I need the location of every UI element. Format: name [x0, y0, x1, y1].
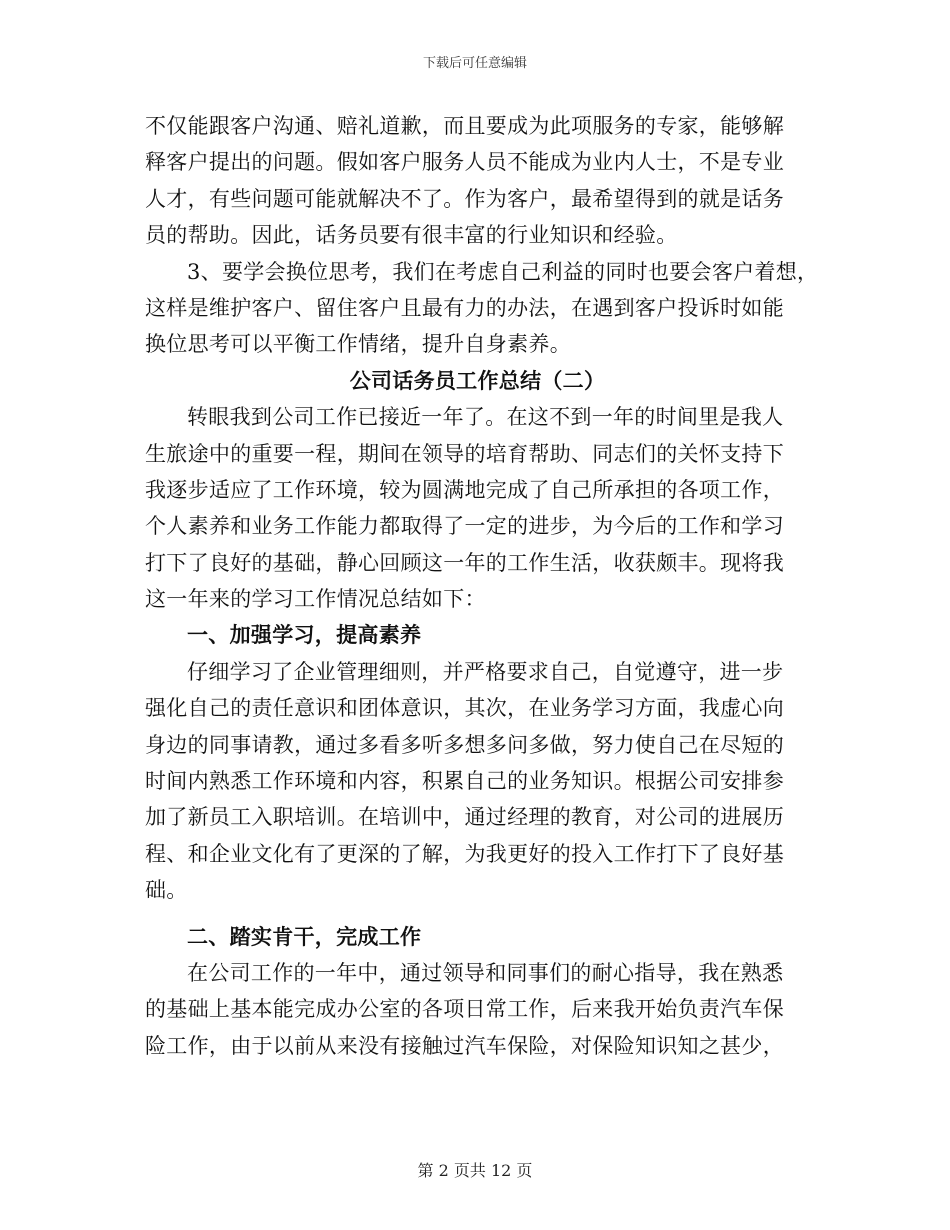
page-number: 第 2 页共 12 页	[417, 1161, 533, 1180]
body-line: 础。	[145, 878, 188, 903]
body-line: 我逐步适应了工作环境，较为圆满地完成了自己所承担的各项工作，	[145, 477, 784, 502]
body-line: 险工作，由于以前从来没有接触过汽车保险，对保险知识知之甚少，	[145, 1033, 784, 1058]
body-line: 释客户提出的问题。假如客户服务人员不能成为业内人士，不是专业	[145, 150, 784, 175]
body-line: 生旅途中的重要一程，期间在领导的培育帮助、同志们的关怀支持下	[145, 441, 784, 466]
body-line: 换位思考可以平衡工作情绪，提升自身素养。	[145, 332, 571, 357]
body-line: 个人素养和业务工作能力都取得了一定的进步，为今后的工作和学习	[145, 514, 784, 539]
body-line: 人才，有些问题可能就解决不了。作为客户，最希望得到的就是话务	[145, 186, 784, 211]
body-line: 身边的同事请教，通过多看多听多想多问多做，努力使自己在尽短的	[145, 732, 784, 757]
body-line: 强化自己的责任意识和团体意识，其次，在业务学习方面，我虚心向	[145, 696, 784, 721]
body-line: 这一年来的学习工作情况总结如下：	[145, 587, 486, 612]
page-header: 下载后可任意编辑	[422, 56, 527, 71]
subsection-heading: 一、加强学习，提高素养	[187, 622, 422, 648]
subsection-heading: 二、踏实肯干，完成工作	[187, 923, 422, 949]
body-line: 打下了良好的基础，静心回顾这一年的工作生活，收获颇丰。现将我	[145, 550, 784, 575]
body-line: 3、要学会换位思考，我们在考虑自己利益的同时也要会客户着想，	[187, 259, 819, 284]
body-line: 仔细学习了企业管理细则，并严格要求自己，自觉遵守，进一步	[187, 659, 784, 684]
body-line: 员的帮助。因此，话务员要有很丰富的行业知识和经验。	[145, 223, 678, 248]
body-line: 这样是维护客户、留住客户且最有力的办法，在遇到客户投诉时如能	[145, 295, 784, 320]
body-line: 在公司工作的一年中，通过领导和同事们的耐心指导，我在熟悉	[187, 960, 784, 985]
body-line: 时间内熟悉工作环境和内容，积累自己的业务知识。根据公司安排参	[145, 769, 784, 794]
body-line: 加了新员工入职培训。在培训中，通过经理的教育，对公司的进展历	[145, 805, 784, 830]
body-line: 转眼我到公司工作已接近一年了。在这不到一年的时间里是我人	[187, 405, 784, 430]
body-line: 程、和企业文化有了更深的了解，为我更好的投入工作打下了良好基	[145, 841, 784, 866]
section-title: 公司话务员工作总结（二）	[349, 367, 606, 393]
body-line: 的基础上基本能完成办公室的各项日常工作，后来我开始负责汽车保	[145, 997, 784, 1022]
body-line: 不仅能跟客户沟通、赔礼道歉，而且要成为此项服务的专家，能够解	[145, 114, 784, 138]
document-body	[145, 108, 819, 1064]
